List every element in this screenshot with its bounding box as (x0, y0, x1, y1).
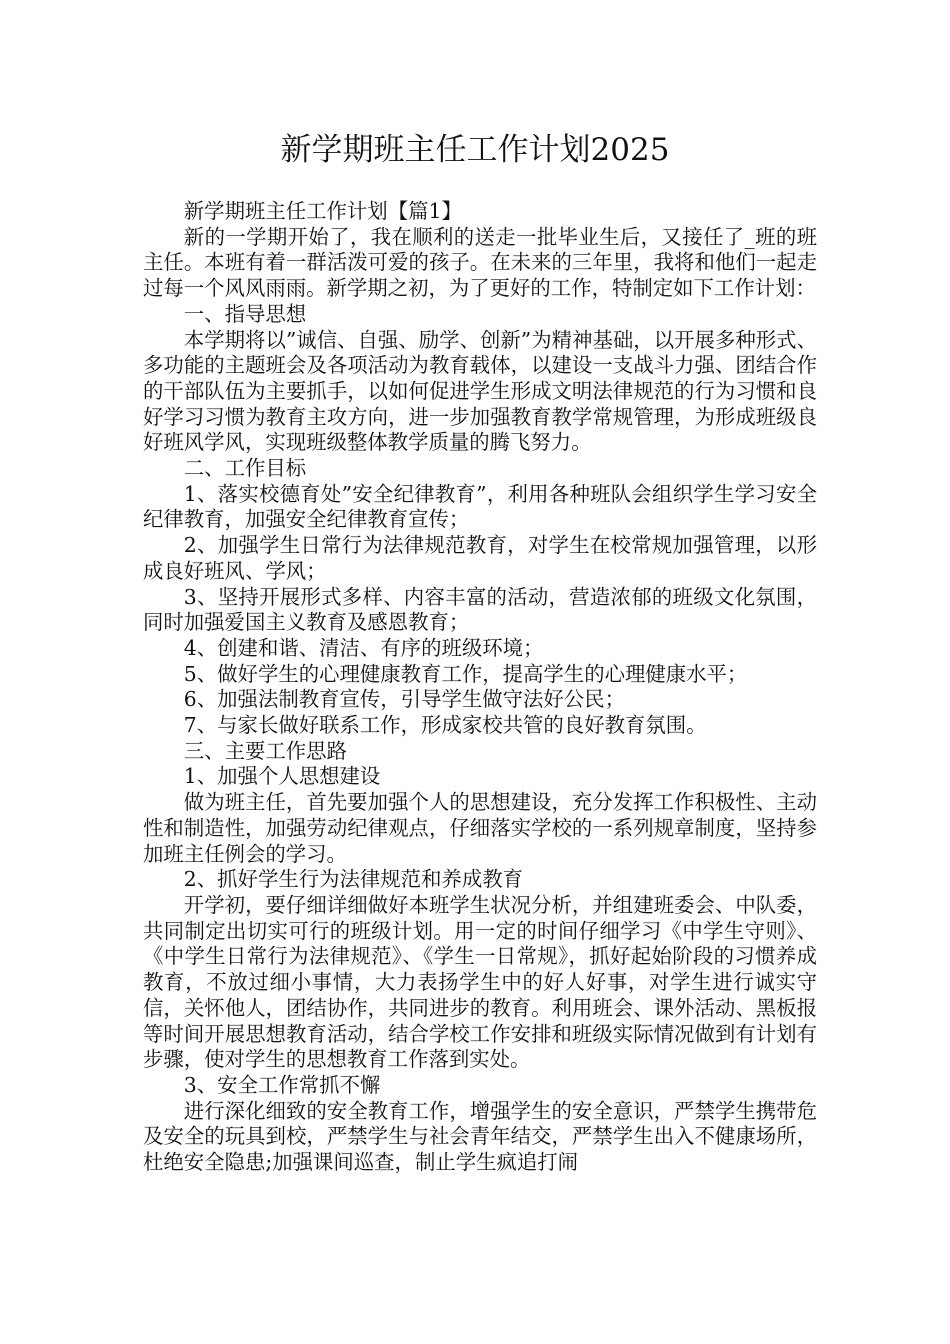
subsection-heading: 2、抓好学生行为法律规范和养成教育 (183, 867, 524, 892)
list-item: 7、与家长做好联系工作，形成家校共管的良好教育氛围。 (183, 713, 707, 738)
subsection-heading: 3、安全工作常抓不懈 (183, 1072, 381, 1097)
list-item: 3、坚持开展形式多样、内容丰富的活动，营造浓郁的班级文化氛围，同时加强爱国主义教育及感恩教育； (143, 584, 817, 635)
list-item: 2、加强学生日常行为法律规范教育，对学生在校常规加强管理，以形成良好班风、学风； (143, 533, 817, 583)
subsection-heading: 1、加强个人思想建设 (183, 764, 381, 789)
section-heading: 一、指导思想 (183, 301, 307, 326)
paragraph: 开学初，要仔细详细做好本班学生状况分析，并组建班委会、中队委，共同制定出切实可行的班级计划。用一定的时间仔细学习《中学生守则》、《中学生日常行为法律规范》、《学生一日常规》，抓好起始阶段的习惯养成教育，不放过细小事情，大力表扬学生中的好人好事，对学生进行诚实守信，关怀他人，团结协作，共同进步的教育。利用班会、课外活动、黑板报等时间开展思想教育活动，结合学校工作安排和班级实际情况做到有计划有步骤，使对学生的思想教育工作落到实处。 (143, 892, 817, 1072)
list-item: 1、落实校德育处”安全纪律教育”，利用各种班队会组织学生学习安全纪律教育，加强安全纪律教育宣传； (143, 481, 817, 532)
paragraph: 新的一学期开始了，我在顺利的送走一批毕业生后，又接任了_班的班主任。本班有着一群活泼可爱的孩子。在未来的三年里，我将和他们一起走过每一个风风雨雨。新学期之初，为了更好的工作，特制定如下工作计划： (143, 224, 817, 301)
document-title: 新学期班主任工作计划2025 (280, 132, 670, 168)
paragraph: 进行深化细致的安全教育工作，增强学生的安全意识，严禁学生携带危及安全的玩具到校，严禁学生与社会青年结交，严禁学生出入不健康场所，杜绝安全隐患;加强课间巡查，制止学生疯追打闹 (143, 1098, 817, 1175)
section-heading: 三、主要工作思路 (183, 738, 347, 763)
list-item: 6、加强法制教育宣传，引导学生做守法好公民； (183, 687, 625, 712)
paragraph: 本学期将以”诚信、自强、励学、创新”为精神基础，以开展多种形式、多功能的主题班会及各项活动为教育载体，以建设一支战斗力强、团结合作的干部队伍为主要抓手，以如何促进学生形成文明法律规范的行为习惯和良好学习习惯为教育主攻方向，进一步加强教育教学常规管理，为形成班级良好班风学风，实现班级整体教学质量的腾飞努力。 (143, 327, 817, 455)
paragraph: 做为班主任，首先要加强个人的思想建设，充分发挥工作积极性、主动性和制造性，加强劳动纪律观点，仔细落实学校的一系列规章制度，坚持参加班主任例会的学习。 (143, 790, 817, 866)
document-body (143, 199, 817, 1176)
section-heading: 二、工作目标 (183, 456, 307, 481)
section-heading: 新学期班主任工作计划【篇1】 (183, 199, 462, 223)
list-item: 4、创建和谐、清洁、有序的班级环境； (183, 635, 544, 660)
list-item: 5、做好学生的心理健康教育工作，提高学生的心理健康水平； (183, 661, 748, 686)
